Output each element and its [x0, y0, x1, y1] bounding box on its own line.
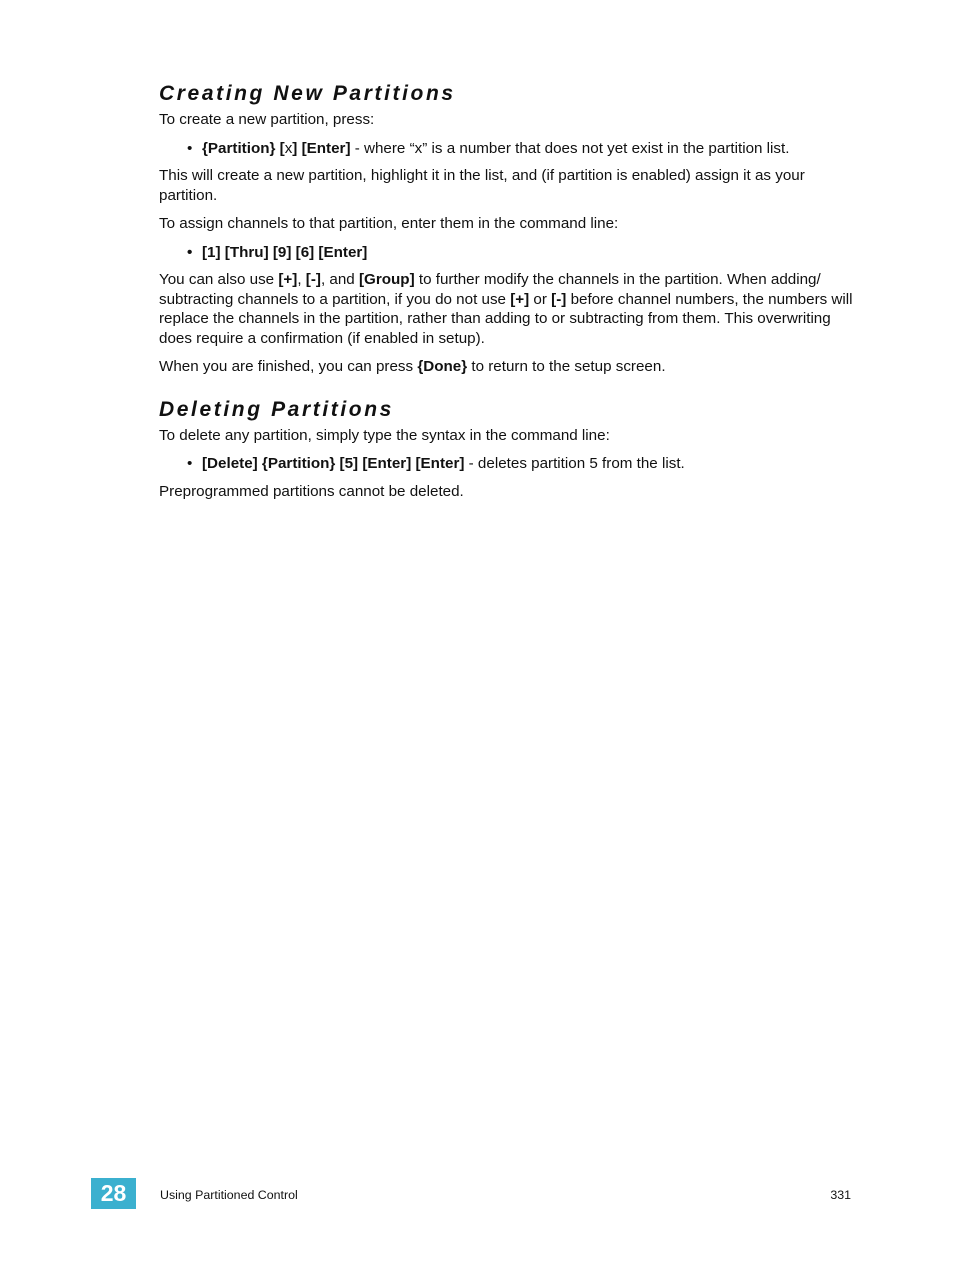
done-key: {Done} [417, 358, 468, 375]
assign-command-item [187, 243, 859, 263]
delete-command-text: [Delete] {Partition} [5] [Enter] [Enter] [202, 455, 465, 472]
create-command-description: - where “x” is a number that does not yet exist in the partition list. [350, 139, 790, 157]
create-intro: To create a new partition, press: [159, 111, 375, 128]
bullet-mark: • [187, 455, 193, 472]
partition-key: {Partition} [202, 139, 276, 157]
heading-deleting-partitions: Deleting Partitions [159, 397, 394, 421]
text-run: , [297, 271, 306, 288]
bullet-mark: • [187, 139, 193, 157]
minus-key: [-] [551, 290, 567, 308]
group-key: [Group] [358, 271, 415, 288]
plus-key: [+] [510, 290, 530, 308]
minus-key: [-] [305, 271, 321, 288]
assign-channels-intro: To assign channels to that partition, enter them in the command line: [159, 215, 619, 232]
plus-key: [+] [278, 271, 298, 288]
text-run: When you are finished, you can press [159, 358, 418, 375]
bracket-open: [ [275, 139, 285, 157]
delete-command-list [159, 454, 859, 474]
delete-command-description: - deletes partition 5 from the list. [464, 455, 685, 472]
finish-paragraph [159, 357, 859, 377]
footer-page-number: 331 [830, 1188, 851, 1202]
create-command-list [159, 139, 859, 159]
text-run: to return to the setup screen. [467, 358, 666, 375]
modify-channels-paragraph [159, 270, 859, 348]
variable-x: x [284, 139, 293, 157]
bullet-mark: • [187, 243, 193, 261]
chapter-number-tab: 28 [91, 1178, 136, 1209]
text-run: to further modify the channels in the partition. When adding/ subtracting channels to a partition, if you do not use [159, 271, 821, 308]
preprogrammed-note: Preprogrammed partitions cannot be deleted. [159, 482, 464, 500]
enter-key: ] [Enter] [292, 139, 351, 157]
assign-command-text: [1] [Thru] [9] [6] [Enter] [202, 243, 368, 261]
heading-creating-new-partitions: Creating New Partitions [159, 82, 456, 105]
delete-intro: To delete any partition, simply type the syntax in the command line: [159, 426, 610, 444]
page-content [159, 80, 859, 501]
text-run: before channel numbers, the numbers will replace the channels in the partition, rather than adding to or subtracting from them. This overwriting does require a confirmation (if enabled in setup). [159, 290, 853, 347]
text-run: , and [320, 271, 359, 288]
text-run: You can also use [159, 271, 279, 288]
footer-chapter-title: Using Partitioned Control [160, 1188, 298, 1202]
assign-command-list [159, 243, 859, 263]
create-command-item [187, 139, 859, 159]
create-result-paragraph: This will create a new partition, highlight it in the list, and (if partition is enabled) assign it as your partition. [159, 167, 805, 204]
delete-command-item [187, 454, 859, 474]
text-run: or [529, 290, 552, 308]
